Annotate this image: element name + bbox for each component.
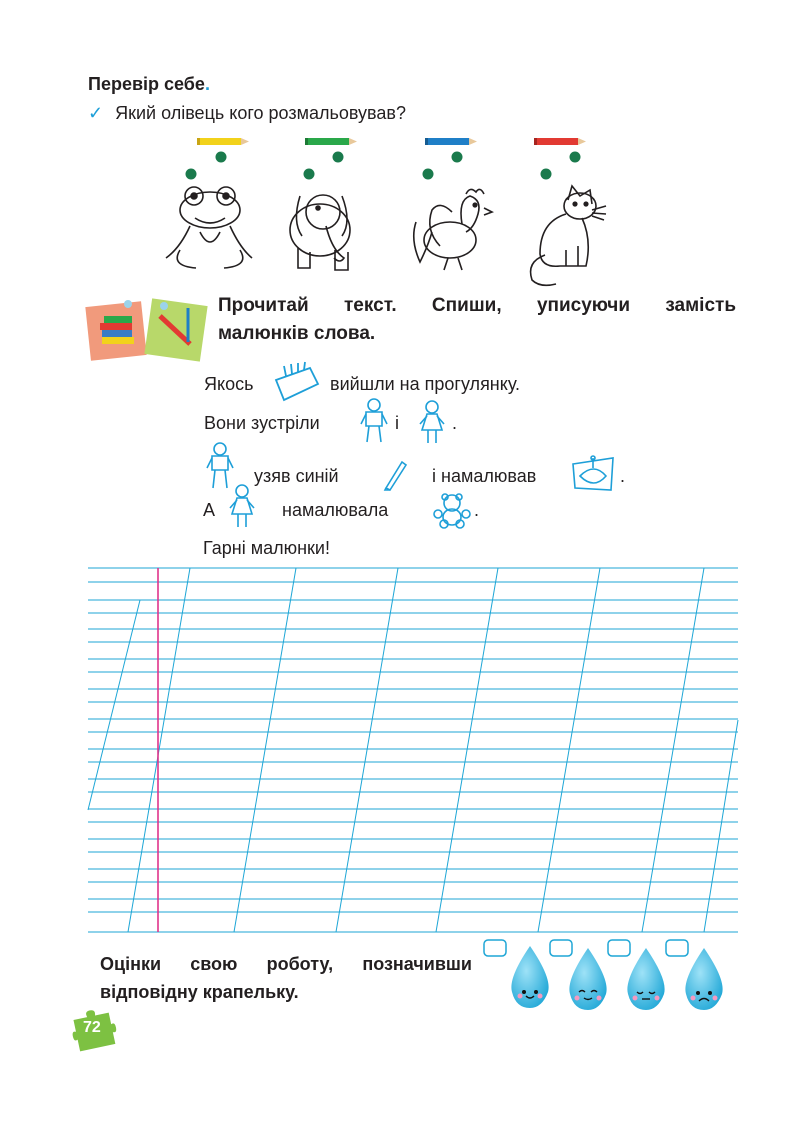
pencil-matching-area (0, 0, 800, 290)
pencil-green-icon (305, 138, 357, 145)
story-text: намалювала (282, 500, 389, 520)
story-text: Якось (204, 374, 254, 394)
blue-pencil-icon (382, 458, 408, 490)
boy-icon (360, 398, 388, 444)
checkbox[interactable] (608, 940, 630, 956)
checkbox[interactable] (550, 940, 572, 956)
heading-dot: . (204, 74, 210, 94)
boy-icon (206, 442, 234, 490)
checkmark-icon: ✓ (88, 103, 104, 123)
happy-drop-icon[interactable] (484, 940, 549, 1008)
elephant-icon (290, 195, 350, 270)
spinning-top-icon (570, 450, 616, 492)
story-text: Вони зустріли (204, 413, 320, 433)
girl-icon (228, 484, 256, 528)
task-instruction-line2: малюнків слова. (218, 323, 376, 344)
girl-icon (418, 400, 446, 444)
sad-drop-icon[interactable] (666, 940, 723, 1010)
heading-text: Перевір себе (88, 74, 205, 94)
slant-line (128, 568, 190, 932)
pencil-box-icon (272, 362, 320, 406)
story-text: і (395, 413, 399, 433)
story-line-1 (204, 374, 253, 395)
slant-line (642, 568, 704, 932)
writing-lines-grid[interactable] (0, 560, 800, 940)
books-note-icon (85, 300, 146, 361)
story-text: . (474, 500, 480, 520)
checkbox[interactable] (666, 940, 688, 956)
assessment-line1: Оцінки свою роботу, позначивши (100, 954, 472, 974)
story-text: узяв синій (254, 466, 339, 486)
pencil-blue-icon (425, 138, 477, 145)
rooster-icon (414, 189, 492, 270)
neutral-drop-icon[interactable] (608, 940, 665, 1010)
slant-line (336, 568, 398, 932)
cat-icon (531, 186, 606, 285)
story-text: . (452, 413, 458, 433)
checkbox[interactable] (484, 940, 506, 956)
frog-icon (166, 187, 252, 268)
slant-line (436, 568, 498, 932)
pencil-red-icon (534, 138, 586, 145)
matching-dots (186, 152, 581, 180)
question-text: Який олівець кого розмальовував? (115, 103, 406, 123)
page-number: 72 (83, 1019, 101, 1036)
pencil-yellow-icon (197, 138, 249, 145)
page-number-badge (72, 1010, 116, 1050)
story-text: вийшли на прогулянку. (330, 374, 521, 394)
task-sticker-icon (86, 294, 216, 366)
content-drop-icon[interactable] (550, 940, 607, 1010)
teddy-bear-icon (432, 492, 472, 528)
drops-group (482, 936, 732, 1012)
slant-line (538, 568, 600, 932)
task-instruction-line1: Прочитай текст. Спиши, уписуючи замість (218, 295, 736, 316)
slant-line (234, 568, 296, 932)
story-text: . (620, 466, 626, 486)
pencil-note-icon (144, 298, 207, 361)
assessment-line2: відповідну крапельку. (100, 982, 299, 1002)
slant-line (704, 720, 738, 932)
story-text: і намалював (432, 466, 537, 486)
story-text: А (203, 500, 216, 520)
story-text: Гарні малюнки! (203, 538, 330, 558)
